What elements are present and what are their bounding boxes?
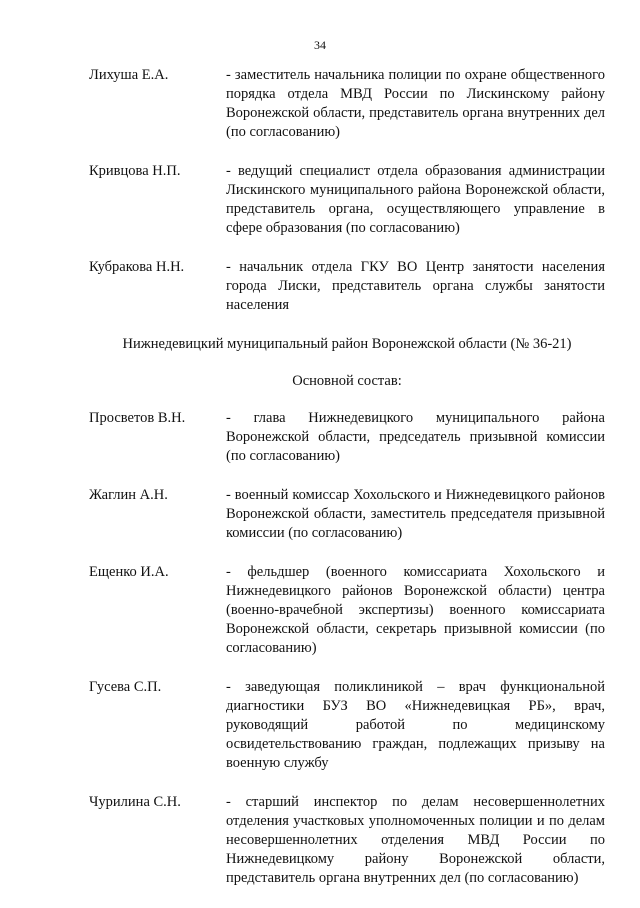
member-name: Кубракова Н.Н. [89, 259, 185, 275]
composition-heading: Основной состав: [292, 373, 402, 389]
member-name: Чурилина С.Н. [89, 794, 181, 810]
member-role: - ведущий специалист отдела образования администрации Лискинского муниципального района Воронежской области, представитель органа, осуществляющего управление в сфере образования (по согласованию) [226, 163, 605, 236]
member-role: - фельдшер (военного комиссариата Хохольского и Нижнедевицкого районов Воронежской области) центра (военно-врачебной экспертизы) военного комиссариата Воронежской области, секретарь призывной комиссии (по согласованию) [226, 564, 605, 656]
member-name: Гусева С.П. [89, 679, 162, 695]
member-entry [89, 486, 605, 543]
member-role: - заместитель начальника полиции по охране общественного порядка отдела МВД России по Лискинскому району Воронежской области, представитель органа внутренних дел (по согласованию) [226, 67, 605, 140]
member-name: Кривцова Н.П. [89, 163, 181, 179]
document-body [89, 66, 605, 908]
member-entry [89, 409, 605, 466]
page-number: 34 [314, 38, 326, 52]
member-role: - начальник отдела ГКУ ВО Центр занятости населения города Лиски, представитель органа службы занятости населения [226, 259, 605, 313]
member-entry [89, 258, 605, 315]
member-entry [89, 162, 605, 238]
member-entry [89, 66, 605, 142]
member-role: - военный комиссар Хохольского и Нижнедевицкого районов Воронежской области, заместитель председателя призывной комиссии (по согласованию) [226, 487, 605, 541]
member-name: Жаглин А.Н. [89, 487, 168, 503]
member-entry [89, 793, 605, 888]
member-role: - глава Нижнедевицкого муниципального района Воронежской области, председатель призывной комиссии (по согласованию) [226, 410, 605, 464]
district-heading: Нижнедевицкий муниципальный район Воронежской области (№ 36-21) [122, 336, 572, 352]
member-name: Просветов В.Н. [89, 410, 186, 426]
member-role: - заведующая поликлиникой – врач функциональной диагностики БУЗ ВО «Нижнедевицкая РБ», врач, руководящий работой по медицинскому освидетельствованию граждан, подлежащих призыву на военную службу [226, 679, 605, 771]
member-name: Ещенко И.А. [89, 564, 169, 580]
member-entry [89, 678, 605, 773]
member-name: Лихуша Е.А. [89, 67, 169, 83]
member-entry [89, 563, 605, 658]
member-role: - старший инспектор по делам несовершеннолетних отделения участковых уполномоченных полиции и по делам несовершеннолетних отделения МВД России по Нижнедевицкому району Воронежской области, представитель органа внутренних дел (по согласованию) [226, 794, 605, 886]
